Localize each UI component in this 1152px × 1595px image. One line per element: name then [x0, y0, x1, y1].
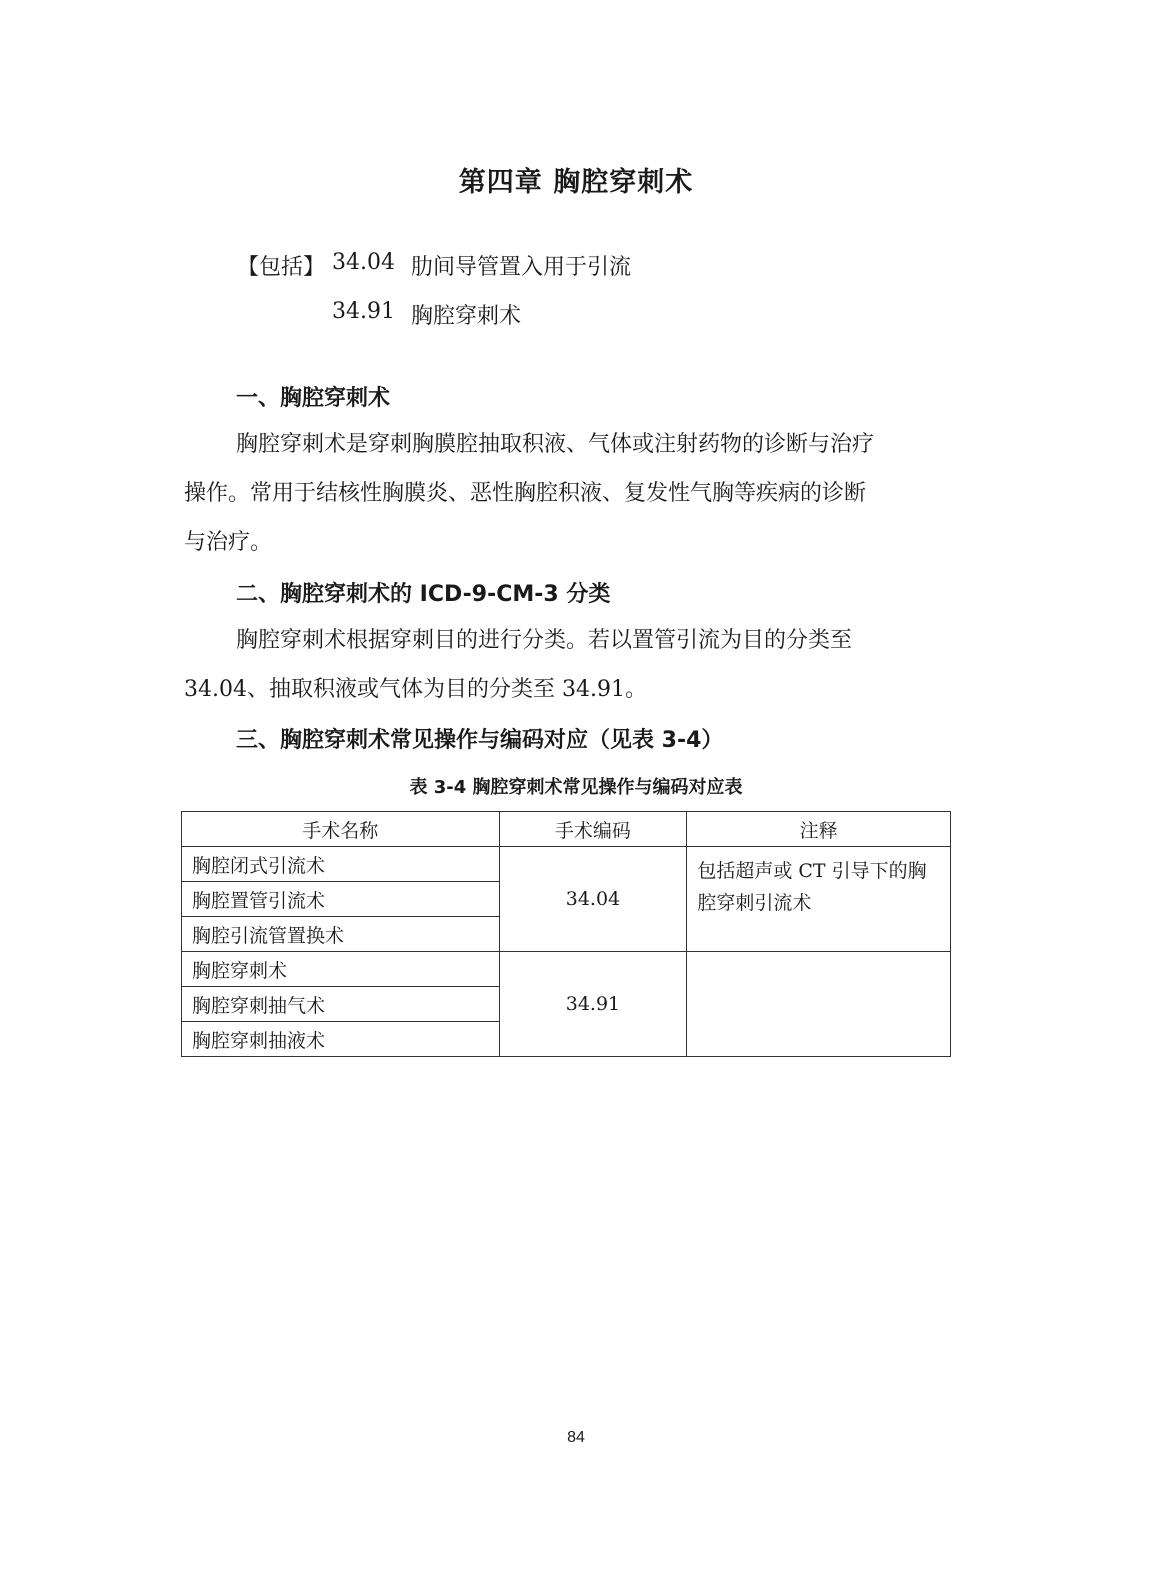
procedure-name-cell: 胸腔引流管置换术 — [182, 917, 500, 952]
procedure-name-cell: 胸腔穿刺抽气术 — [182, 987, 500, 1022]
procedure-name-cell: 胸腔置管引流术 — [182, 882, 500, 917]
procedure-code-cell: 34.04 — [499, 847, 687, 952]
code-table — [181, 811, 951, 1057]
includes-code: 34.04 — [332, 250, 395, 275]
paragraph-line: 胸腔穿刺术根据穿刺目的进行分类。若以置管引流为目的分类至 — [236, 628, 853, 653]
table-header-cell: 注释 — [687, 812, 951, 847]
paragraph-line: 操作。常用于结核性胸膜炎、恶性胸腔积液、复发性气胸等疾病的诊断 — [184, 481, 867, 506]
includes-name: 肋间导管置入用于引流 — [411, 255, 632, 280]
procedure-name-cell: 胸腔闭式引流术 — [182, 847, 500, 882]
procedure-name-cell: 胸腔穿刺抽液术 — [182, 1022, 500, 1057]
note-cell — [687, 952, 951, 1057]
table-row — [182, 952, 951, 987]
table-header-cell: 手术编码 — [499, 812, 687, 847]
includes-label: 【包括】 — [237, 255, 326, 280]
note-cell: 包括超声或 CT 引导下的胸腔穿刺引流术 — [687, 847, 951, 952]
table-row — [182, 847, 951, 882]
includes-name: 胸腔穿刺术 — [411, 304, 522, 329]
chapter-title: 第四章 胸腔穿刺术 — [458, 167, 694, 198]
paragraph-line: 34.04、抽取积液或气体为目的分类至 34.91。 — [184, 677, 647, 702]
paragraph-line: 与治疗。 — [184, 530, 273, 555]
table-header-row — [182, 812, 951, 847]
table-caption: 表 3-4 胸腔穿刺术常见操作与编码对应表 — [409, 777, 743, 798]
procedure-code-cell: 34.91 — [499, 952, 687, 1057]
procedure-name-cell: 胸腔穿刺术 — [182, 952, 500, 987]
section-heading: 二、胸腔穿刺术的 ICD-9-CM-3 分类 — [236, 582, 611, 607]
page-number: 84 — [567, 1429, 585, 1446]
section-heading: 三、胸腔穿刺术常见操作与编码对应（见表 3-4） — [236, 728, 724, 753]
includes-code: 34.91 — [332, 299, 395, 324]
paragraph-line: 胸腔穿刺术是穿刺胸膜腔抽取积液、气体或注射药物的诊断与治疗 — [236, 432, 875, 457]
section-heading: 一、胸腔穿刺术 — [236, 386, 391, 411]
table-header-cell: 手术名称 — [182, 812, 500, 847]
